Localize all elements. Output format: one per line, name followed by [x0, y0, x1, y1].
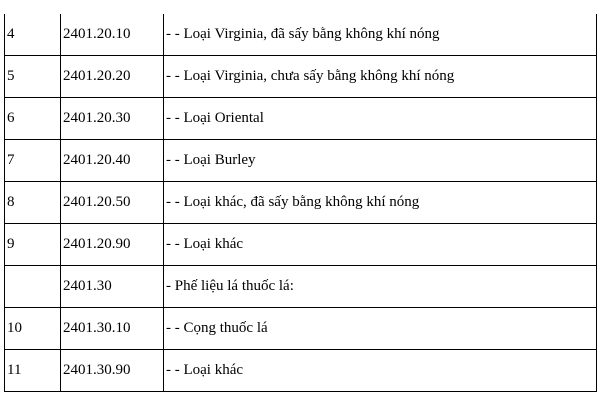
row-number: 6: [5, 98, 61, 140]
hs-code: 2401.20.40: [61, 140, 164, 182]
row-number: 8: [5, 182, 61, 224]
item-description: - - Loại Virginia, chưa sấy bằng không khí nóng: [164, 56, 597, 98]
row-number: [5, 266, 61, 308]
row-number: 5: [5, 56, 61, 98]
hs-code: 2401.20.30: [61, 98, 164, 140]
hs-code: 2401.20.50: [61, 182, 164, 224]
row-number: 10: [5, 308, 61, 350]
tariff-table: [4, 14, 597, 392]
hs-code: 2401.20.10: [61, 14, 164, 56]
item-description: - - Loại Virginia, đã sấy bằng không khí nóng: [164, 14, 597, 56]
item-description: - Phế liệu lá thuốc lá:: [164, 266, 597, 308]
row-number: 7: [5, 140, 61, 182]
table-row: [5, 308, 597, 350]
table-row: [5, 14, 597, 56]
hs-code: 2401.20.90: [61, 224, 164, 266]
hs-code: 2401.30: [61, 266, 164, 308]
table-row: [5, 140, 597, 182]
table-row: [5, 224, 597, 266]
row-number: 9: [5, 224, 61, 266]
row-number: 4: [5, 14, 61, 56]
item-description: - - Loại khác: [164, 224, 597, 266]
table-row: [5, 182, 597, 224]
hs-code: 2401.30.90: [61, 350, 164, 392]
item-description: - - Loại khác, đã sấy bằng không khí nóng: [164, 182, 597, 224]
table-row: [5, 56, 597, 98]
table-row: [5, 266, 597, 308]
table-row: [5, 98, 597, 140]
table-row: [5, 350, 597, 392]
hs-code: 2401.20.20: [61, 56, 164, 98]
item-description: - - Loại Oriental: [164, 98, 597, 140]
row-number: 11: [5, 350, 61, 392]
item-description: - - Loại khác: [164, 350, 597, 392]
item-description: - - Cọng thuốc lá: [164, 308, 597, 350]
hs-code: 2401.30.10: [61, 308, 164, 350]
item-description: - - Loại Burley: [164, 140, 597, 182]
